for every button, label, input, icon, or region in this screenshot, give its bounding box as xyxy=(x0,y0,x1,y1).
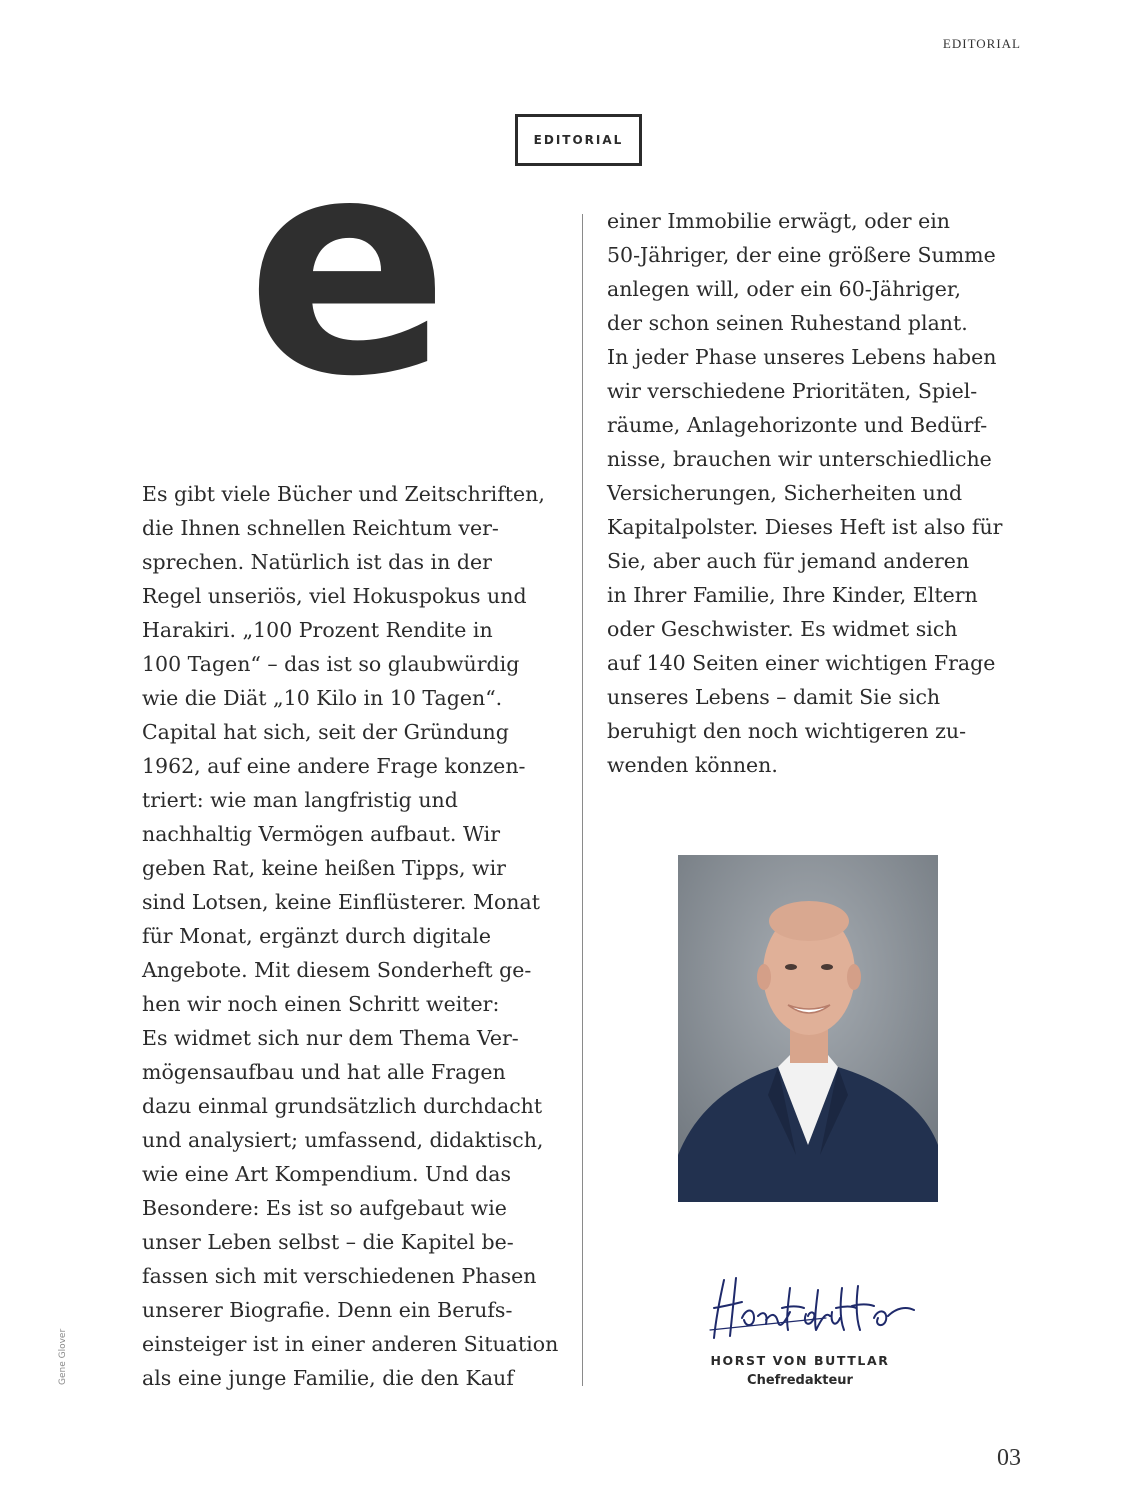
author-name: HORST VON BUTTLAR xyxy=(710,1353,890,1368)
page-number: 03 xyxy=(997,1445,1021,1471)
author-signature xyxy=(706,1268,916,1348)
author-portrait-illustration xyxy=(678,855,938,1202)
column-divider xyxy=(582,214,583,1386)
article-text-right-column: einer Immobilie erwägt, oder ein 50-Jähriger, der eine größere Summe anlegen will, oder ein 60-Jähriger, der schon seinen Ruhestand plant. In jeder Phase unseres Lebens haben wir verschiedene Prioritäten, Spiel- räume, Anlagehorizonte und Bedürf- nisse, brauchen wir unterschiedliche Versicherungen, Sicherheiten und Kapitalpolster. Dieses Heft ist also für Sie, aber auch für jemand anderen in Ihrer Familie, Ihre Kinder, Eltern oder Geschwister. Es widmet sich auf 140 Seiten einer wichtigen Frage unseres Lebens – damit Sie sich beruhigt den noch wichtigeren zu- wenden können. xyxy=(607,209,1003,777)
running-head: EDITORIAL xyxy=(942,36,1021,51)
photo-credit: Gene Glover xyxy=(58,1328,68,1385)
section-label: EDITORIAL xyxy=(515,114,642,166)
author-portrait xyxy=(678,855,938,1202)
author-role: Chefredakteur xyxy=(747,1373,853,1388)
drop-letter: e xyxy=(246,93,442,442)
article-text-left-column: Es gibt viele Bücher und Zeitschriften, die Ihnen schnellen Reichtum ver- sprechen. Natürlich ist das in der Regel unseriös, viel Hokuspokus und Harakiri. „100 Prozent Rendite in 100 Tagen“ – das ist so glaubwürdig wie die Diät „10 Kilo in 10 Tagen“. Capital hat sich, seit der Gründung 1962, auf eine andere Frage konzen- triert: wie man langfristig und nachhaltig Vermögen aufbaut. Wir geben Rat, keine heißen Tipps, wir sind Lotsen, keine Einflüsterer. Monat für Monat, ergänzt durch digitale Angebote. Mit diesem Sonderheft ge- hen wir noch einen Schritt weiter: Es widmet sich nur dem Thema Ver- mögensaufbau und hat alle Fragen dazu einmal grundsätzlich durchdacht und analysiert; umfassend, didaktisch, wie eine Art Kompendium. Und das Besondere: Es ist so aufgebaut wie unser Leben selbst – die Kapitel be- fassen sich mit verschiedenen Phasen unserer Biografie. Denn ein Berufs- einsteiger ist in einer anderen Situation als eine junge Familie, die den Kauf xyxy=(142,482,559,1390)
